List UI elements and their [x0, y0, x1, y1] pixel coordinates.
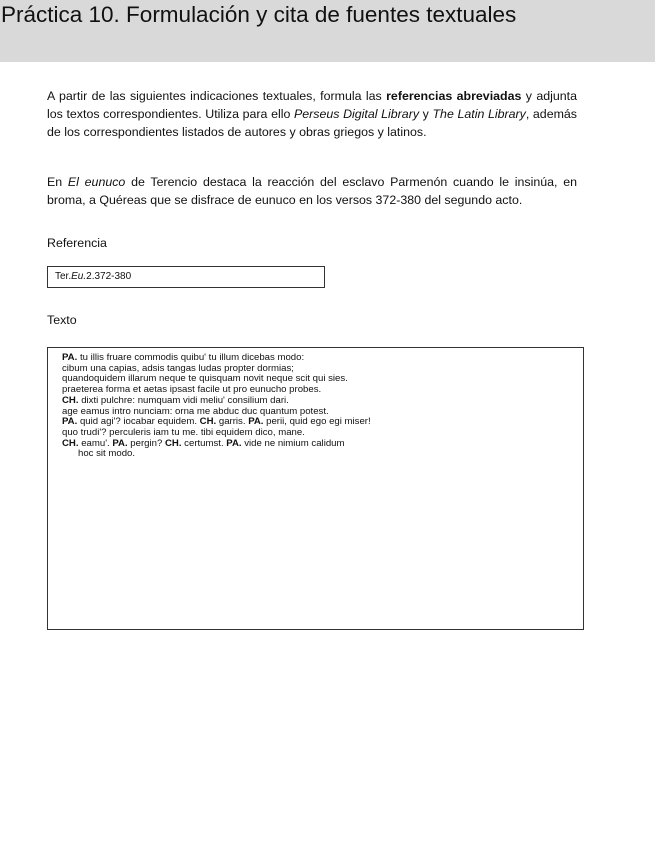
verse-text: pergin? [127, 437, 165, 449]
verse-text: praeterea forma et aetas ipsast facile ut pro eunucho probes. [62, 384, 322, 396]
speaker-tag: CH. [62, 437, 79, 449]
intro-text-4: , además de los correspondientes listados de autores y obras griegos y latinos. [47, 107, 577, 139]
instructions-paragraph [47, 87, 577, 141]
intro-text-3: y [419, 107, 433, 121]
verse-text: tu illis fruare commodis quibu' tu illum dicebas modo: [77, 352, 305, 363]
reference-locus: 2.372-380 [86, 271, 132, 282]
reference-work: Eu. [71, 271, 87, 282]
verse-text: quandoquidem illarum neque te quisquam novit neque scit qui sies. [62, 373, 348, 385]
speaker-tag: PA. [112, 437, 128, 449]
speaker-tag: CH. [62, 394, 79, 406]
text-line [62, 439, 583, 450]
verse-text: cibum una capias, adsis tangas ludas propter dormias; [62, 362, 294, 374]
verse-text: age eamus intro nunciam: orna me abduc duc quantum potest. [62, 405, 329, 417]
intro-text-1: A partir de las siguientes indicaciones textuales, formula las [47, 89, 387, 103]
verse-text: quo trudi'? perculeris iam tu me. tibi equidem dico, mane. [62, 426, 305, 438]
intro-text-2: y adjunta los textos correspondientes. Utiliza para ello [47, 89, 577, 121]
speaker-tag: CH. [199, 416, 217, 428]
text-field[interactable] [47, 347, 584, 630]
speaker-tag: CH. [164, 437, 182, 449]
prompt-text-2: de Terencio destaca la reacción del esclavo Parmenón cuando le insinúa, en broma, a Quéreas que se disfrace de eunuco en los versos 372-380 del segundo acto. [47, 175, 577, 207]
text-line [62, 449, 583, 460]
speaker-tag: PA. [62, 416, 78, 428]
verse-text: quid agi'? iocabar equidem. [77, 416, 200, 428]
speaker-tag: PA. [248, 416, 264, 428]
speaker-tag: PA. [62, 352, 78, 363]
verse-text: vide ne nimium calidum [241, 437, 345, 449]
reference-label: Referencia [47, 236, 107, 250]
prompt-text-1: En [47, 175, 68, 189]
prompt-italic-work: El eunuco [67, 175, 126, 189]
verse-text: eamu'. [78, 437, 113, 449]
verse-text: dixti pulchre: numquam vidi meliu' consilium dari. [78, 394, 289, 406]
intro-italic-perseus: Perseus Digital Library [294, 107, 420, 121]
verse-text: garris. [216, 416, 249, 428]
verse-text: perii, quid ego egi miser! [263, 416, 371, 428]
reference-author: Ter. [55, 271, 72, 282]
verse-text: certumst. [181, 437, 227, 449]
page-header [0, 0, 655, 62]
verse-text: hoc sit modo. [78, 448, 136, 460]
intro-italic-latin-library: The Latin Library [432, 107, 526, 121]
intro-bold-referencias: referencias abreviadas [386, 89, 522, 103]
speaker-tag: PA. [226, 437, 242, 449]
page-title: Práctica 10. Formulación y cita de fuentes textuales [1, 2, 517, 27]
reference-field[interactable] [47, 266, 325, 288]
text-label: Texto [47, 313, 77, 327]
exercise-prompt [47, 173, 577, 209]
